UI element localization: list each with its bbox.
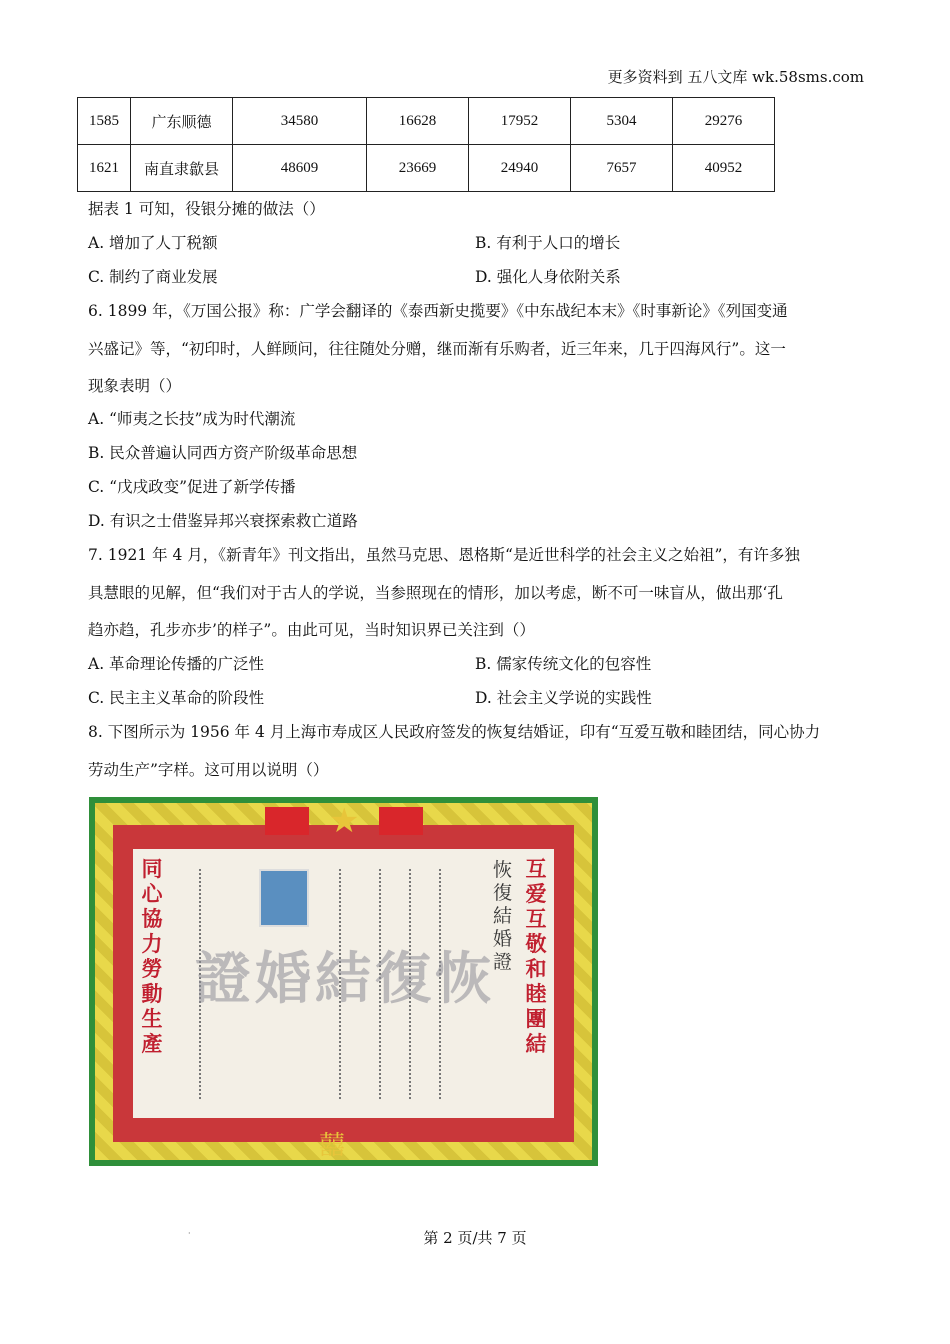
table-cell: 48609 [233, 145, 367, 192]
question-6-option-c: C. “戊戌政变”促进了新学传播 [88, 478, 296, 496]
question-5-option-b: B. 有利于人口的增长 [475, 234, 621, 252]
table-cell: 广东顺德 [131, 98, 233, 145]
marriage-certificate-image [89, 797, 598, 1166]
question-6-option-a: A. “师夷之长技”成为时代潮流 [88, 410, 296, 428]
question-7-line-3: 趋亦趋，孔步亦步’的样子”。由此可见，当时知识界已关注到（） [88, 621, 535, 639]
question-7-option-a: A. 革命理论传播的广泛性 [88, 655, 265, 673]
question-7-line-1: 7. 1921 年 4 月，《新青年》刊文指出，虽然马克思、恩格斯“是近世科学的社会主义之始祖”，有许多独 [88, 546, 800, 564]
question-5-stem: 据表 1 可知，役银分摊的做法（） [88, 200, 325, 218]
certificate-right-slogan: 互爱互敬和睦團結 [525, 857, 547, 1056]
table-cell: 16628 [367, 98, 469, 145]
table-row [78, 145, 775, 192]
table-cell: 40952 [673, 145, 775, 192]
certificate-watermark-title: 證婚結復恢 [195, 947, 495, 1012]
question-5-option-d: D. 强化人身依附关系 [475, 268, 621, 286]
certificate-title: 恢復結婚證 [493, 859, 513, 973]
certificate-left-slogan: 同心協力勞動生產 [141, 857, 163, 1056]
star-emblem-icon: ★ [329, 801, 360, 841]
question-5-option-a: A. 增加了人丁税额 [88, 234, 218, 252]
table-cell: 17952 [469, 98, 571, 145]
question-6-line-3: 现象表明（） [88, 377, 182, 395]
table-cell: 1621 [78, 145, 131, 192]
flag-icon [379, 807, 423, 835]
header-source-text: 更多资料到 五八文库 wk.58sms.com [607, 68, 864, 86]
double-happiness-emblem-icon: 囍 [319, 1131, 346, 1161]
question-5-option-c: C. 制约了商业发展 [88, 268, 218, 286]
question-7-option-d: D. 社会主义学说的实践性 [475, 689, 652, 707]
question-6-line-2: 兴盛记》等，“初印时，人鲜顾问，往往随处分赠，继而渐有乐购者，近三年来，几于四海风行”。这一 [88, 340, 786, 358]
page-number: 第 2 页/共 7 页 [423, 1229, 527, 1247]
question-7-line-2: 具慧眼的见解，但“我们对于古人的学说，当参照现在的情形，加以考虑，断不可一味盲从，做出那‘孔 [88, 584, 783, 602]
table-cell: 23669 [367, 145, 469, 192]
question-7-option-c: C. 民主主义革命的阶段性 [88, 689, 265, 707]
couple-photo [259, 869, 309, 927]
question-8-line-2: 劳动生产”字样。这可用以说明（） [88, 761, 329, 779]
table-cell: 7657 [571, 145, 673, 192]
table-cell: 34580 [233, 98, 367, 145]
stray-dot: · [188, 1229, 191, 1238]
table-cell: 5304 [571, 98, 673, 145]
question-6-line-1: 6. 1899 年，《万国公报》称：广学会翻译的《泰西新史揽要》《中东战纪本末》《时事新论》《列国变通 [88, 302, 788, 320]
population-table [77, 97, 775, 192]
table-cell: 24940 [469, 145, 571, 192]
table-row [78, 98, 775, 145]
table-cell: 南直隶歙县 [131, 145, 233, 192]
table-cell: 29276 [673, 98, 775, 145]
question-7-option-b: B. 儒家传统文化的包容性 [475, 655, 652, 673]
table-cell: 1585 [78, 98, 131, 145]
question-6-option-d: D. 有识之士借鉴异邦兴衰探索救亡道路 [88, 512, 358, 530]
question-8-line-1: 8. 下图所示为 1956 年 4 月上海市寿成区人民政府签发的恢复结婚证，印有“互爱互敬和睦团结，同心协力 [88, 723, 821, 741]
flag-icon [265, 807, 309, 835]
question-6-option-b: B. 民众普遍认同西方资产阶级革命思想 [88, 444, 358, 462]
